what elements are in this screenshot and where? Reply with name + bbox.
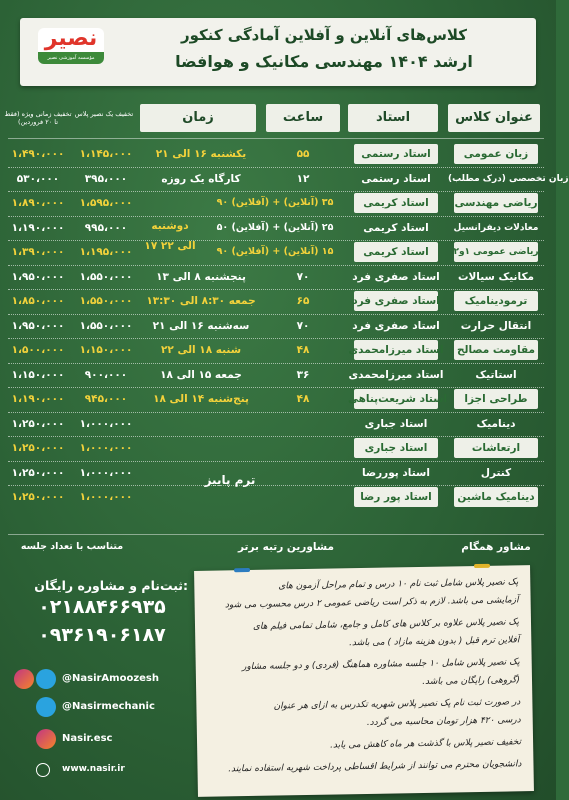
notes-card — [194, 565, 534, 797]
cell-p2: ۱،۱۹۰،۰۰۰ — [11, 221, 65, 234]
header-discount-plus: تخفیف یک نصیر پلاس — [74, 110, 134, 118]
cell-time: پنجشنبه ۸ الی ۱۳ — [156, 270, 246, 283]
cell-teacher: استاد پوررضا — [362, 466, 430, 479]
cell-p2: ۱،۵۰۰،۰۰۰ — [11, 344, 65, 356]
cell-title: ترمودینامیک — [464, 295, 528, 307]
cell-p1: ۹۹۵،۰۰۰ — [84, 221, 128, 234]
cell-p2: ۱،۴۹۰،۰۰۰ — [11, 148, 65, 160]
row-divider — [8, 240, 544, 241]
cell-hours: ۷۰ — [296, 270, 310, 283]
row-divider — [8, 412, 544, 413]
advisor-price: متناسب با تعداد جلسه — [20, 541, 124, 552]
website-label: www.nasir.ir — [62, 764, 125, 774]
title-line-2: ارشد ۱۴۰۴ مهندسی مکانیک و هوافضا — [175, 52, 473, 71]
cell-teacher: استاد شریعت‌پناهی — [348, 393, 448, 405]
social-label: @Nasirmechanic — [62, 701, 155, 712]
cell-p2: ۱،۱۵۰،۰۰۰ — [11, 368, 65, 381]
cell-hours: ۹۰ (آفلاین) + ۳۵ (آنلاین) — [216, 197, 334, 208]
header-hours: ساعت — [266, 104, 340, 132]
cell-p1: ۱،۱۴۵،۰۰۰ — [79, 148, 133, 160]
cell-p1: ۹۴۵،۰۰۰ — [84, 393, 128, 405]
cell-teacher: استاد میرزامحمدی — [348, 344, 444, 356]
cell-hours: ۳۶ — [296, 368, 310, 381]
cell-p2: ۱،۲۵۰،۰۰۰ — [11, 466, 65, 479]
header-discount-special: تخفیف زمانی ویژه (فقط تا ۲۰ فروردین) — [4, 110, 72, 126]
cell-title: مکانیک سیالات — [457, 270, 535, 283]
cell-title: ارتعاشات — [471, 442, 521, 454]
logo-subtitle: مؤسسه آموزشی نصیر — [47, 55, 95, 61]
cell-p1: ۱،۵۵۰،۰۰۰ — [79, 319, 133, 332]
cell-p2: ۱،۲۵۰،۰۰۰ — [11, 442, 65, 454]
cell-teacher: استاد صفری فرد — [352, 270, 440, 283]
advisor-divider — [8, 534, 544, 535]
contact-title: ثبت‌نام و مشاوره رایگان: — [34, 578, 188, 593]
cell-teacher: استاد کریمی — [363, 221, 429, 234]
cell-p2: ۱،۸۵۰،۰۰۰ — [11, 295, 65, 307]
cell-title: انتقال حرارت — [460, 319, 532, 332]
cell-time: شنبه ۱۸ الی ۲۲ — [160, 344, 242, 356]
cell-p2: ۱،۸۹۰،۰۰۰ — [11, 197, 65, 209]
karimi-time-hours: ۱۷ الی ۲۲ — [144, 240, 196, 252]
note-line: تخفیف نصیر پلاس با گذشت هر ماه کاهش می یابد. — [330, 737, 522, 751]
cell-hours: ۵۰ (آفلاین) + ۲۵ (آنلاین) — [216, 221, 334, 233]
note-line: در صورت ثبت نام پک نصیر پلاس شهریه تکدرس به ازای هر عنوان — [273, 697, 521, 712]
cell-p2: ۱،۹۵۰،۰۰۰ — [11, 270, 65, 283]
cell-title: دینامیک ماشین — [457, 491, 535, 503]
cell-title: دینامیک — [476, 417, 516, 430]
cell-p1: ۱،۰۰۰،۰۰۰ — [79, 466, 133, 479]
cell-p1: ۱،۵۹۵،۰۰۰ — [79, 197, 133, 209]
logo-text: نصیر — [44, 26, 98, 51]
globe-icon — [36, 763, 50, 777]
cell-time: کارگاه یک روزه — [161, 172, 241, 185]
cell-teacher: استاد پور رضا — [360, 491, 432, 503]
term-label: ترم پاییز — [204, 473, 256, 487]
cell-p1: ۹۰۰،۰۰۰ — [84, 368, 128, 381]
header-time: زمان — [140, 104, 256, 132]
cell-title: زبان تخصصی (درک مطلب) — [448, 173, 569, 184]
tape — [474, 564, 490, 568]
cell-teacher: استاد جباری — [364, 417, 428, 430]
row-divider — [8, 338, 544, 339]
cell-p1: ۱،۱۹۵،۰۰۰ — [79, 246, 133, 258]
cell-p1: ۱،۰۰۰،۰۰۰ — [79, 491, 133, 503]
cell-time: سه‌شنبه ۱۶ الی ۲۱ — [152, 319, 250, 332]
cell-time: یکشنبه ۱۶ الی ۲۱ — [155, 148, 247, 160]
header-divider — [8, 138, 544, 139]
cell-title: زبان عمومی — [463, 148, 529, 160]
row-divider — [8, 461, 544, 462]
cell-p1: ۱،۵۵۰،۰۰۰ — [79, 270, 133, 283]
instagram-icon — [14, 669, 34, 689]
phone-1[interactable]: ۰۲۱۸۸۴۶۶۹۳۵ — [38, 596, 166, 618]
telegram-icon — [36, 669, 56, 689]
cell-teacher: استاد جباری — [364, 442, 428, 454]
title-line-1: کلاس‌های آنلاین و آفلاین آمادگی کنکور — [180, 26, 468, 44]
tape — [234, 568, 250, 572]
cell-title: مقاومت مصالح — [456, 344, 536, 356]
row-divider — [8, 265, 544, 266]
cell-teacher: استاد رستمی — [361, 172, 431, 185]
cell-time: جمعه ۱۵ الی ۱۸ — [160, 368, 242, 381]
cell-time: پنج‌شنبه ۱۴ الی ۱۸ — [153, 393, 249, 405]
cell-hours: ۹۰ (آفلاین) + ۱۵ (آنلاین) — [216, 246, 334, 257]
cell-teacher: استاد صفری فرد — [352, 319, 440, 332]
cell-teacher: استاد کریمی — [363, 246, 429, 258]
cell-hours: ۴۸ — [296, 393, 310, 405]
cell-p2: ۱،۳۹۰،۰۰۰ — [11, 246, 65, 258]
header-teacher: استاد — [348, 104, 438, 132]
note-line: آفلاین ترم قبل ( بدون هزینه مازاد ) می باشد. — [349, 635, 520, 649]
social-label: @NasirAmoozesh — [62, 673, 160, 684]
header-title: عنوان کلاس — [448, 104, 540, 132]
title-banner — [20, 18, 536, 86]
cell-title: طراحی اجزا — [464, 393, 528, 405]
row-divider — [8, 436, 544, 437]
note-line: پک نصیر پلاس علاوه بر کلاس های کامل و جامع، شامل تمامی فیلم های — [252, 617, 520, 632]
cell-p2: ۱،۱۹۰،۰۰۰ — [11, 393, 65, 405]
cell-title: استاتیک — [475, 368, 517, 381]
cell-p2: ۱،۲۵۰،۰۰۰ — [11, 491, 65, 503]
cell-hours: ۷۰ — [296, 319, 310, 332]
phone-2[interactable]: ۰۹۳۶۱۹۰۶۱۸۷ — [38, 624, 166, 646]
note-line: پک نصیر پلاس شامل ۱۰ جلسه مشاوره هماهنگ (فردی) و دو جلسه مشاور — [241, 657, 520, 673]
cell-teacher: استاد رستمی — [361, 148, 431, 160]
note-line: آزمایشی می باشد. لازم به ذکر است ریاضی عمومی ۲ درس محسوب می شود — [224, 595, 519, 611]
cell-teacher: استاد صفری فرد — [352, 295, 440, 307]
row-divider — [8, 191, 544, 192]
karimi-time-day: دوشنبه — [151, 220, 189, 232]
row-divider — [8, 363, 544, 364]
cell-p2: ۱،۹۵۰،۰۰۰ — [11, 319, 65, 332]
cell-hours: ۶۵ — [296, 295, 310, 307]
cell-p1: ۱،۰۰۰،۰۰۰ — [79, 442, 133, 454]
advisor-desc: مشاورین رتبه برتر — [238, 541, 334, 553]
note-line: دانشجویان محترم می توانند از شرایط اقساطی پرداخت شهریه استفاده نمایند. — [228, 759, 522, 775]
social-label: Nasir.esc — [62, 733, 113, 744]
cell-title: کنترل — [480, 466, 512, 479]
cell-title: ریاضی مهندسی — [454, 197, 538, 209]
row-divider — [8, 314, 544, 315]
cell-time: جمعه ۸:۳۰ الی ۱۳:۳۰ — [146, 295, 256, 307]
cell-title: ریاضی عمومی ۱و۲ — [453, 247, 539, 257]
instagram-icon — [36, 729, 56, 749]
note-line: پک نصیر پلاس شامل ثبت نام ۱۰ درس و تمام مراحل آزمون های — [278, 577, 519, 592]
cell-hours: ۴۸ — [296, 344, 310, 356]
row-divider — [8, 167, 544, 168]
cell-teacher: استاد کریمی — [363, 197, 429, 209]
row-divider — [8, 387, 544, 388]
row-divider — [8, 216, 544, 217]
advisor-title: مشاور همگام — [461, 541, 531, 553]
cell-p1: ۱،۵۵۰،۰۰۰ — [79, 295, 133, 307]
note-line: (گروهی) رایگان می باشد. — [422, 675, 521, 687]
cell-title: معادلات دیفرانسیل — [453, 222, 539, 233]
cell-p1: ۱،۱۵۰،۰۰۰ — [79, 344, 133, 356]
row-divider — [8, 289, 544, 290]
nasir-logo — [30, 24, 112, 80]
note-line: درسی ۴۲۰ هزار تومان محاسبه می گردد. — [366, 715, 521, 728]
cell-p2: ۵۳۰،۰۰۰ — [16, 172, 60, 185]
cell-teacher: استاد میرزامحمدی — [348, 368, 444, 381]
cell-hours: ۵۵ — [296, 148, 310, 160]
cell-p1: ۳۹۵،۰۰۰ — [84, 172, 128, 185]
cell-p1: ۱،۰۰۰،۰۰۰ — [79, 417, 133, 430]
cell-p2: ۱،۲۵۰،۰۰۰ — [11, 417, 65, 430]
telegram-icon — [36, 697, 56, 717]
cell-hours: ۱۲ — [296, 172, 310, 185]
